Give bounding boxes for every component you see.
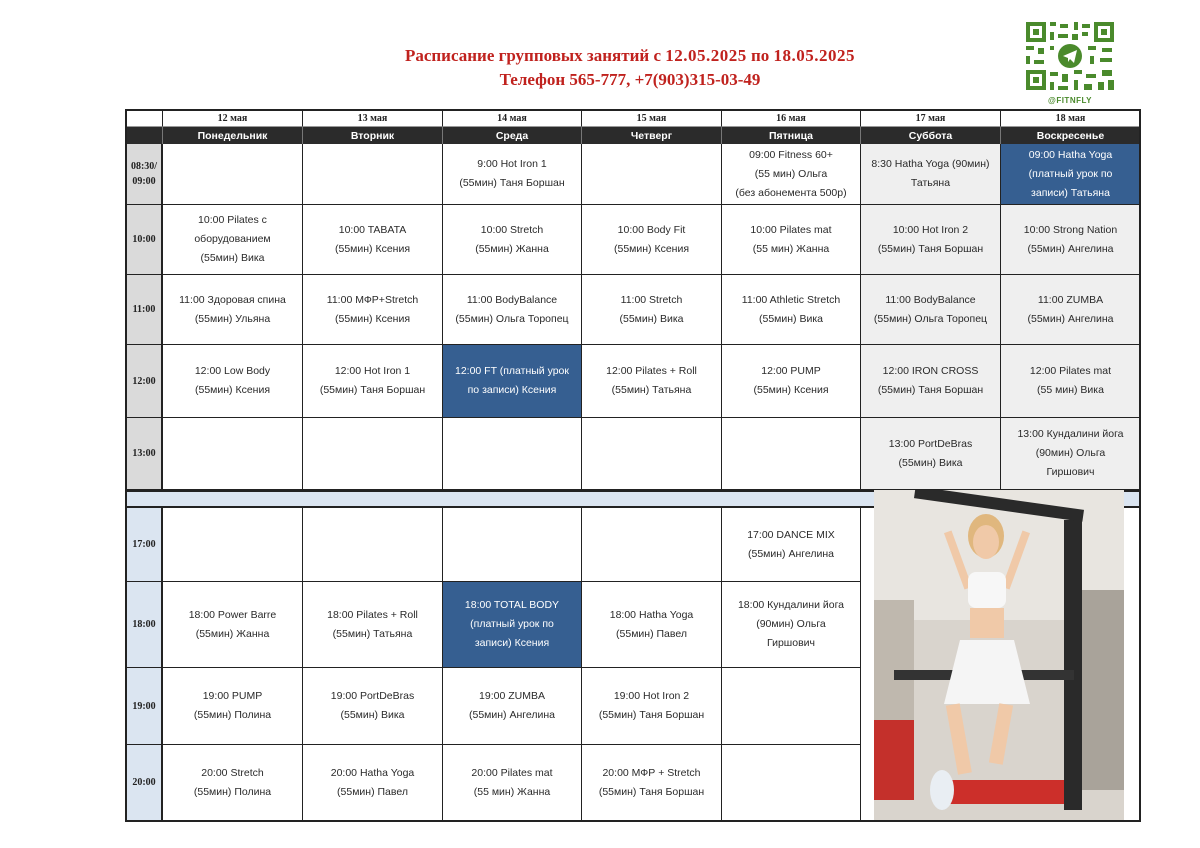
day-date: 17 мая (861, 110, 1001, 127)
class-cell[interactable]: 18:00 Power Barre (55мин) Жанна (163, 582, 303, 668)
class-cell[interactable]: 09:00 Fitness 60+ (55 мин) Ольга (без абонемента 500р) (722, 144, 861, 205)
class-cell[interactable]: 10:00 Hot Iron 2 (55мин) Таня Боршан (861, 205, 1001, 275)
day-date: 16 мая (722, 110, 861, 127)
class-cell[interactable]: 10:00 TABATA (55мин) Ксения (303, 205, 443, 275)
class-cell[interactable]: 12:00 Low Body (55мин) Ксения (163, 345, 303, 418)
time-slot: 08:30/ 09:00 (127, 144, 163, 205)
class-cell[interactable]: 11:00 МФР+Stretch (55мин) Ксения (303, 275, 443, 345)
time-slot: 17:00 (127, 508, 163, 582)
day-date: 14 мая (443, 110, 582, 127)
empty-cell (163, 508, 303, 582)
class-cell[interactable]: 12:00 IRON CROSS (55мин) Таня Боршан (861, 345, 1001, 418)
day-name: Пятница (722, 127, 861, 144)
class-cell[interactable]: 11:00 BodyBalance (55мин) Ольга Торопец (861, 275, 1001, 345)
day-name: Четверг (582, 127, 722, 144)
time-slot: 11:00 (127, 275, 163, 345)
corner-cell (127, 110, 163, 127)
class-cell[interactable]: 11:00 BodyBalance (55мин) Ольга Торопец (443, 275, 582, 345)
empty-cell (303, 144, 443, 205)
class-cell[interactable]: 11:00 Athletic Stretch (55мин) Вика (722, 275, 861, 345)
class-cell[interactable]: 19:00 Hot Iron 2 (55мин) Таня Боршан (582, 668, 722, 745)
class-cell[interactable]: 10:00 Pilates mat (55 мин) Жанна (722, 205, 861, 275)
day-date: 15 мая (582, 110, 722, 127)
day-name: Воскресенье (1001, 127, 1141, 144)
day-name: Среда (443, 127, 582, 144)
class-cell[interactable]: 18:00 Кундалини йога (90мин) Ольга Гиршович (722, 582, 861, 668)
class-cell[interactable]: 13:00 Кундалини йога (90мин) Ольга Гиршович (1001, 418, 1141, 490)
class-cell[interactable]: 09:00 Hatha Yoga (платный урок по записи) Татьяна (1001, 144, 1141, 205)
class-cell[interactable]: 10:00 Stretch (55мин) Жанна (443, 205, 582, 275)
trainer-photo (874, 490, 1124, 820)
class-cell[interactable]: 10:00 Pilates с оборудованием (55мин) Вика (163, 205, 303, 275)
class-cell[interactable]: 13:00 PortDeBras (55мин) Вика (861, 418, 1001, 490)
class-cell[interactable]: 11:00 Stretch (55мин) Вика (582, 275, 722, 345)
empty-cell (722, 418, 861, 490)
date-to: 18.05.2025 (773, 46, 856, 65)
qr-code-icon[interactable] (1024, 20, 1116, 92)
class-cell[interactable]: 20:00 МФР + Stretch (55мин) Таня Боршан (582, 745, 722, 821)
empty-cell (582, 144, 722, 205)
empty-cell (582, 418, 722, 490)
empty-cell (163, 418, 303, 490)
empty-cell (303, 418, 443, 490)
day-name: Понедельник (163, 127, 303, 144)
class-cell[interactable]: 20:00 Pilates mat (55 мин) Жанна (443, 745, 582, 821)
class-cell[interactable]: 12:00 Hot Iron 1 (55мин) Таня Боршан (303, 345, 443, 418)
class-cell[interactable]: 20:00 Stretch (55мин) Полина (163, 745, 303, 821)
empty-cell (443, 418, 582, 490)
class-cell[interactable]: 19:00 ZUMBA (55мин) Ангелина (443, 668, 582, 745)
day-date: 18 мая (1001, 110, 1141, 127)
class-cell[interactable]: 12:00 Pilates mat (55 мин) Вика (1001, 345, 1141, 418)
phone-line: Телефон 565-777, +7(903)315-03-49 (499, 70, 761, 89)
class-cell[interactable]: 12:00 FT (платный урок по записи) Ксения (443, 345, 582, 418)
class-cell[interactable]: 10:00 Strong Nation (55мин) Ангелина (1001, 205, 1141, 275)
class-cell[interactable]: 11:00 ZUMBA (55мин) Ангелина (1001, 275, 1141, 345)
time-slot: 12:00 (127, 345, 163, 418)
class-cell[interactable]: 8:30 Hatha Yoga (90мин) Татьяна (861, 144, 1001, 205)
class-cell[interactable]: 9:00 Hot Iron 1 (55мин) Таня Боршан (443, 144, 582, 205)
class-cell[interactable]: 18:00 TOTAL BODY (платный урок по записи) Ксения (443, 582, 582, 668)
class-cell[interactable]: 17:00 DANCE MIX (55мин) Ангелина (722, 508, 861, 582)
empty-cell (163, 144, 303, 205)
day-date: 12 мая (163, 110, 303, 127)
class-cell[interactable]: 20:00 Hatha Yoga (55мин) Павел (303, 745, 443, 821)
time-slot: 19:00 (127, 668, 163, 745)
qr-caption: @FITNFLY (1048, 96, 1092, 105)
title-mid: по (746, 46, 774, 65)
time-slot: 18:00 (127, 582, 163, 668)
class-cell[interactable]: 12:00 Pilates + Roll (55мин) Татьяна (582, 345, 722, 418)
page-title (300, 44, 960, 92)
class-cell[interactable]: 19:00 PortDeBras (55мин) Вика (303, 668, 443, 745)
time-slot: 10:00 (127, 205, 163, 275)
time-slot: 20:00 (127, 745, 163, 821)
empty-cell (303, 508, 443, 582)
class-cell[interactable]: 18:00 Pilates + Roll (55мин) Татьяна (303, 582, 443, 668)
corner-day-cell (127, 127, 163, 144)
empty-cell (722, 668, 861, 745)
class-cell[interactable]: 19:00 PUMP (55мин) Полина (163, 668, 303, 745)
title-line (300, 44, 960, 68)
empty-cell (443, 508, 582, 582)
title-prefix: Расписание групповых занятий с (404, 46, 666, 65)
class-cell[interactable]: 11:00 Здоровая спина (55мин) Ульяна (163, 275, 303, 345)
class-cell[interactable]: 18:00 Hatha Yoga (55мин) Павел (582, 582, 722, 668)
class-cell[interactable]: 12:00 PUMP (55мин) Ксения (722, 345, 861, 418)
day-name: Суббота (861, 127, 1001, 144)
empty-cell (722, 745, 861, 821)
class-cell[interactable]: 10:00 Body Fit (55мин) Ксения (582, 205, 722, 275)
day-name: Вторник (303, 127, 443, 144)
day-date: 13 мая (303, 110, 443, 127)
empty-cell (582, 508, 722, 582)
date-from: 12.05.2025 (665, 46, 747, 65)
time-slot: 13:00 (127, 418, 163, 490)
